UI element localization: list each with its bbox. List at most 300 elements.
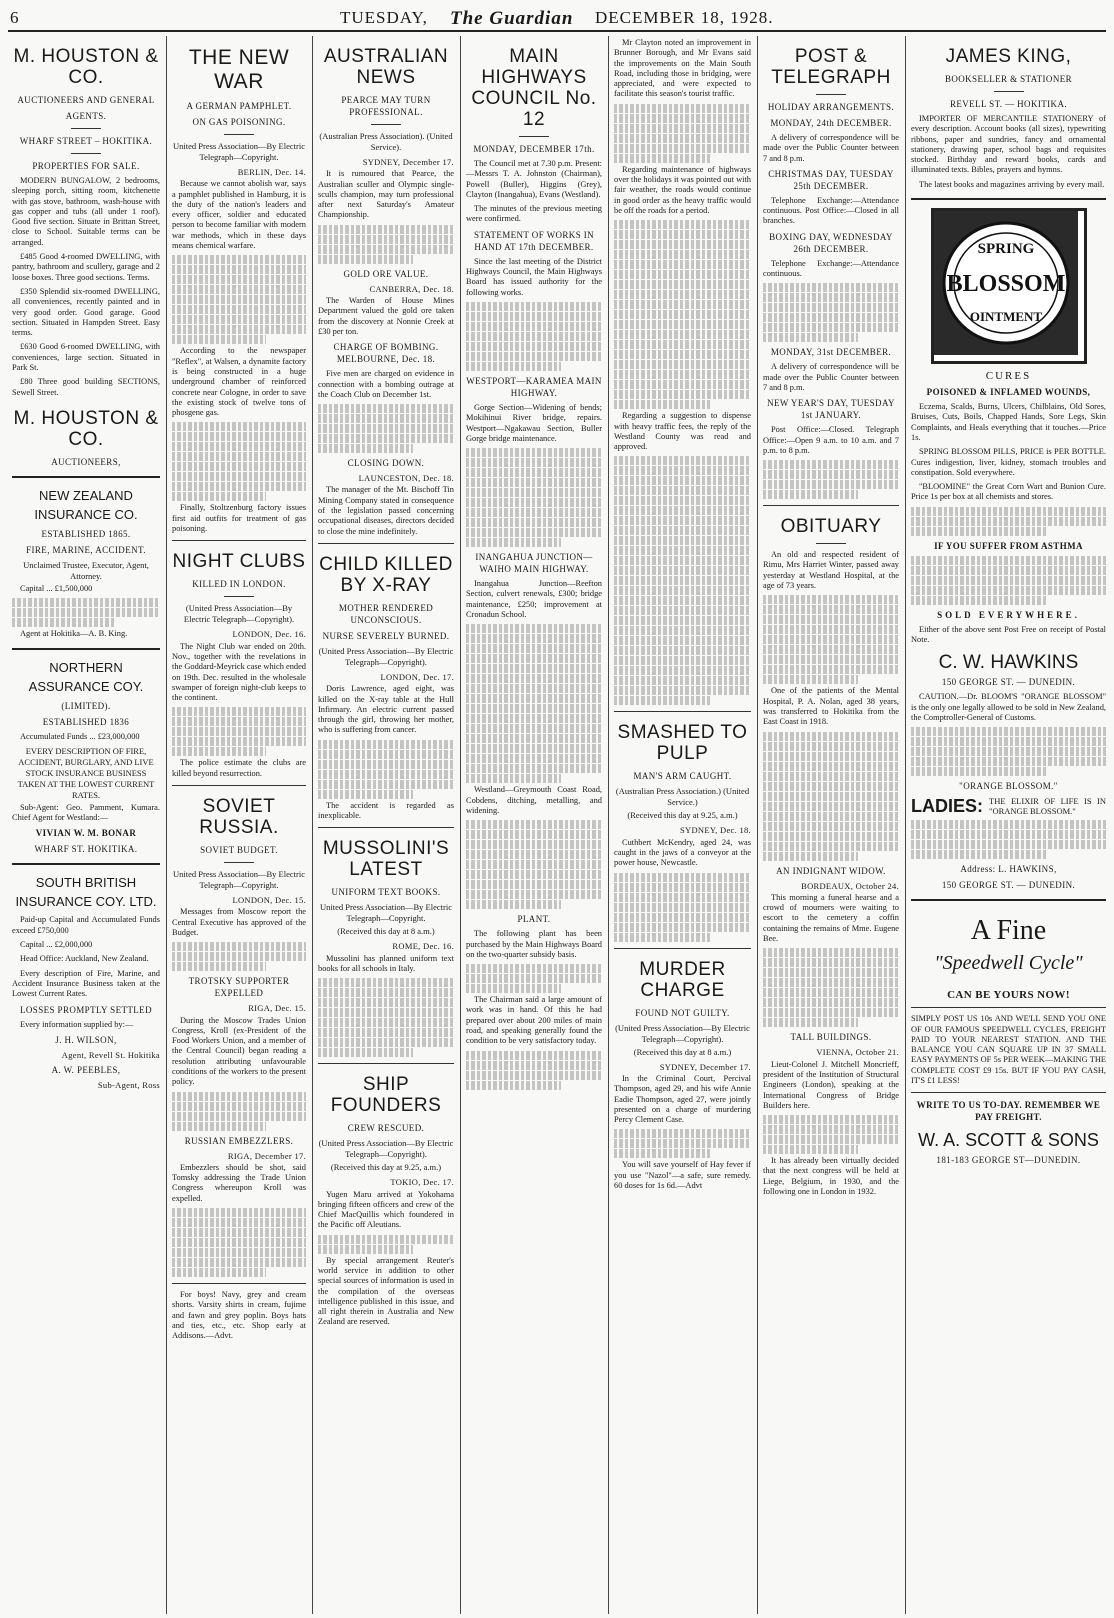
illegible-print bbox=[318, 770, 454, 779]
column-rule bbox=[757, 36, 758, 1614]
subhead: CREW RESCUED. bbox=[347, 1123, 425, 1134]
illegible-print bbox=[466, 654, 602, 663]
illegible-print bbox=[466, 528, 602, 537]
wire-credit: (Australian Press Association). (United Service). bbox=[319, 131, 453, 152]
illegible-print bbox=[911, 507, 1106, 516]
illegible-print bbox=[763, 283, 899, 292]
illegible-print bbox=[614, 114, 751, 123]
illegible-print bbox=[614, 1149, 710, 1158]
illegible-print bbox=[318, 998, 454, 1007]
illegible-print bbox=[466, 764, 602, 773]
illegible-print bbox=[614, 923, 751, 932]
illegible-print bbox=[466, 674, 602, 683]
column-rule bbox=[166, 36, 167, 1614]
page-number: 6 bbox=[10, 8, 20, 27]
illegible-print bbox=[911, 596, 1048, 605]
agent-name: VIVIAN W. M. BONAR bbox=[35, 828, 137, 839]
illegible-print bbox=[911, 757, 1106, 766]
article-text: Messages from Moscow report the Central Executive has approved of the Budget. bbox=[172, 907, 306, 937]
illegible-print bbox=[763, 655, 899, 664]
headline-hawkins: C. W. HAWKINS bbox=[938, 652, 1079, 674]
rule bbox=[12, 863, 160, 865]
ad-text: SPRING BLOSSOM PILLS, PRICE is PER BOTTLE. Cures indigestion, liver, kidney, stomach troubles and constipation. Sold everywhere. bbox=[911, 447, 1106, 477]
illegible-print bbox=[614, 390, 751, 399]
ad-text: Accumulated Funds ... £23,000,000 bbox=[20, 731, 140, 741]
subhead: "ORANGE BLOSSOM." bbox=[959, 781, 1058, 792]
illegible-print bbox=[911, 576, 1106, 585]
subhead: PROPERTIES FOR SALE. bbox=[32, 161, 140, 171]
illegible-print bbox=[614, 506, 751, 515]
illegible-print bbox=[763, 1135, 899, 1144]
subhead: MAN'S ARM CAUGHT. bbox=[633, 771, 732, 782]
illegible-print bbox=[466, 684, 602, 693]
ladies-line bbox=[911, 796, 1106, 816]
illegible-print bbox=[763, 595, 899, 604]
subhead: GOLD ORE VALUE. bbox=[343, 268, 429, 279]
illegible-print bbox=[466, 362, 561, 371]
illegible-print bbox=[172, 1092, 306, 1101]
subhead: SOVIET BUDGET. bbox=[200, 845, 278, 856]
headline-south-british: SOUTH BRITISH INSURANCE COY. LTD. bbox=[15, 875, 157, 910]
illegible-print bbox=[318, 1235, 454, 1244]
illegible-print bbox=[763, 832, 899, 841]
illegible-print bbox=[318, 760, 454, 769]
dateline: LONDON, Dec. 17. bbox=[380, 671, 454, 682]
illegible-print bbox=[614, 526, 751, 535]
dateline: RIGA, Dec. 15. bbox=[248, 1003, 306, 1014]
illegible-print bbox=[763, 313, 899, 322]
subhead: CHRISTMAS DAY, TUESDAY 25th DECEMBER. bbox=[768, 168, 894, 191]
illegible-print bbox=[614, 686, 751, 695]
wire-credit: (Australian Press Association.) (United Service.) bbox=[615, 786, 750, 808]
illegible-print bbox=[763, 293, 899, 302]
illegible-print bbox=[466, 458, 602, 467]
subhead: (LIMITED). bbox=[61, 700, 111, 711]
illegible-print bbox=[614, 606, 751, 615]
notice-text: A delivery of correspondence will be made over the Public Counter between 7 and 8 p.m. bbox=[763, 362, 899, 392]
subhead: CAN BE YOURS NOW! bbox=[947, 989, 1070, 1002]
illegible-print bbox=[318, 740, 454, 749]
illegible-print bbox=[172, 737, 306, 746]
illegible-print bbox=[763, 470, 899, 479]
subhead: NURSE SEVERELY BURNED. bbox=[322, 630, 450, 641]
illegible-print bbox=[318, 225, 454, 234]
dateline: RIGA, December 17. bbox=[227, 1150, 306, 1161]
ad-text: Unclaimed Trustee, Executor, Agent, Attorney. bbox=[23, 559, 149, 581]
masthead-paper-name: The Guardian bbox=[450, 8, 574, 29]
illegible-print bbox=[763, 752, 899, 761]
illegible-print bbox=[172, 422, 306, 431]
rule bbox=[318, 543, 454, 544]
dateline: BORDEAUX, October 24. bbox=[801, 880, 899, 891]
illegible-print bbox=[466, 488, 602, 497]
subhead: AUCTIONEERS, bbox=[51, 456, 121, 467]
subhead: POISONED & INFLAMED WOUNDS, bbox=[926, 387, 1091, 398]
illegible-print bbox=[466, 754, 602, 763]
illegible-print bbox=[911, 737, 1106, 746]
illegible-print bbox=[318, 1048, 413, 1057]
illegible-print bbox=[614, 220, 751, 229]
illegible-print bbox=[466, 880, 602, 889]
illegible-print bbox=[466, 1051, 602, 1060]
illegible-print bbox=[466, 448, 602, 457]
article-text: The manager of the Mt. Bischoff Tin Mining Company stated in consequence of the legislation passed concerning occupational diseases, directors decided to close the mine indefinitely. bbox=[318, 485, 454, 536]
illegible-print bbox=[466, 744, 602, 753]
ad-text: Capital ... £1,500,000 bbox=[20, 583, 93, 593]
illegible-print bbox=[172, 315, 306, 324]
article-text: Embezzlers should be shot, said Tomsky addressing the Trade Union Congress whereupon Kroll was expelled. bbox=[172, 1162, 306, 1203]
illegible-print bbox=[614, 696, 710, 705]
ad-text: Agent, Revell St. Hokitika bbox=[61, 1049, 160, 1060]
illegible-print bbox=[172, 962, 266, 971]
illegible-print bbox=[763, 1115, 899, 1124]
logo-text-top: SPRING bbox=[977, 241, 1034, 258]
subhead: LOSSES PROMPTLY SETTLED bbox=[20, 1004, 152, 1015]
rule bbox=[614, 948, 751, 949]
illegible-print bbox=[911, 767, 1048, 776]
rule bbox=[172, 785, 306, 786]
dateline: LONDON, Dec. 16. bbox=[232, 629, 306, 640]
illegible-print bbox=[172, 452, 306, 461]
article-text: One of the patients of the Mental Hospital, P. A. Nolan, aged 38 years, was transferred to Hokitika from the East Coast in 1918. bbox=[763, 686, 899, 727]
illegible-print bbox=[614, 676, 751, 685]
advertisement-text: For boys! Navy, grey and cream shorts. Varsity shirts in cream, fujime and fawn and grey poplin. Boys hats and ties, etc., etc. Shop early at Addisons.—Advt. bbox=[172, 1290, 306, 1341]
illegible-print bbox=[172, 1208, 306, 1217]
illegible-print bbox=[614, 646, 751, 655]
illegible-print bbox=[318, 245, 454, 254]
subhead: MONDAY, DECEMBER 17th. bbox=[473, 144, 595, 154]
subhead: ESTABLISHED 1836 bbox=[42, 716, 130, 727]
subhead: TROTSKY SUPPORTER EXPELLED bbox=[188, 976, 290, 999]
illegible-print bbox=[466, 850, 602, 859]
column-rule bbox=[312, 36, 313, 1614]
article-text: The minutes of the previous meeting were confirmed. bbox=[466, 204, 602, 224]
rule bbox=[224, 134, 254, 135]
illegible-print bbox=[172, 472, 306, 481]
illegible-print bbox=[318, 750, 454, 759]
illegible-print bbox=[614, 903, 751, 912]
illegible-print bbox=[318, 434, 454, 443]
illegible-print bbox=[466, 820, 602, 829]
illegible-print bbox=[318, 780, 454, 789]
subhead: FIRE, MARINE, ACCIDENT. bbox=[26, 544, 146, 555]
ad-text: The latest books and magazines arriving by every mail. bbox=[919, 179, 1105, 189]
illegible-print bbox=[172, 325, 306, 334]
article-text: Regarding maintenance of highways over the holidays it was pointed out with fair weather, the roads would continue in good order as the heavy traffic would be off the roads for a period. bbox=[614, 164, 751, 215]
illegible-print bbox=[614, 124, 751, 133]
illegible-print bbox=[614, 933, 710, 942]
illegible-print bbox=[614, 240, 751, 249]
column-5 bbox=[614, 36, 751, 1614]
article-text: It has already been virtually decided that the next congress will be held at Liege, Belgium, in 1930, and the following one in London in 1932. bbox=[763, 1156, 899, 1196]
illegible-print bbox=[614, 144, 751, 153]
subhead: KILLED IN LONDON. bbox=[192, 579, 286, 590]
illegible-print bbox=[318, 255, 413, 264]
headline-soviet-russia: SOVIET RUSSIA. bbox=[199, 796, 279, 839]
illegible-print bbox=[172, 1102, 306, 1111]
rule bbox=[172, 540, 306, 541]
illegible-print bbox=[172, 747, 266, 756]
illegible-print bbox=[466, 634, 602, 643]
logo-text-mid: BLOSSOM bbox=[946, 271, 1065, 298]
headline-murder-charge: MURDER CHARGE bbox=[639, 958, 726, 1001]
subhead: IF YOU SUFFER FROM ASTHMA bbox=[934, 540, 1083, 551]
subhead: WHARF STREET – HOKITIKA. bbox=[19, 136, 153, 146]
rule bbox=[71, 153, 101, 154]
illegible-print bbox=[466, 870, 602, 879]
subhead: A GERMAN PAMPHLET. bbox=[186, 101, 292, 111]
logo-text-bottom: OINTMENT bbox=[969, 309, 1042, 325]
column-7 bbox=[911, 36, 1106, 1614]
illegible-print bbox=[172, 1228, 306, 1237]
illegible-print bbox=[172, 727, 306, 736]
illegible-print bbox=[172, 1268, 266, 1277]
rule bbox=[911, 1007, 1106, 1008]
article-text: In the Criminal Court, Percival Thompson, aged 29, and his wife Annie Eadie Thompson, aged 27, were jointly presented on a charge of murdering Percy Clement Case. bbox=[614, 1073, 751, 1125]
notice-text: A delivery of correspondence will be made over the Public Counter between 7 and 8 p.m. bbox=[763, 133, 899, 163]
illegible-print bbox=[466, 302, 602, 311]
illegible-print bbox=[466, 538, 561, 547]
advertisement-text: You will save yourself of Hay fever if you use "Nazol"—a safe, sure remedy. 60 doses for 1s 6d.—Advt bbox=[614, 1160, 751, 1191]
illegible-print bbox=[466, 1081, 561, 1090]
rule bbox=[224, 862, 254, 863]
illegible-print bbox=[466, 332, 602, 341]
illegible-print bbox=[614, 380, 751, 389]
article-text: Five men are charged on evidence in connection with a bombing outrage at the Coach Club on December 1st. bbox=[318, 369, 454, 399]
illegible-print bbox=[763, 742, 899, 751]
illegible-print bbox=[466, 734, 602, 743]
illegible-print bbox=[466, 342, 602, 351]
illegible-print bbox=[763, 772, 899, 781]
rule bbox=[318, 1063, 454, 1064]
wire-credit: United Press Association—By Electric Telegraph—Copyright. bbox=[320, 902, 452, 924]
illegible-print bbox=[614, 636, 751, 645]
illegible-print bbox=[318, 1245, 413, 1254]
illegible-print bbox=[911, 586, 1106, 595]
illegible-print bbox=[172, 1218, 306, 1227]
illegible-print bbox=[172, 717, 306, 726]
illegible-print bbox=[911, 566, 1106, 575]
headline-smashed-to-pulp: SMASHED TO PULP bbox=[617, 722, 748, 765]
article-text: Lieut-Colonel J. Mitchell Moncrieff, president of the Institution of Structural Engineers (London), speaking at the International Congress of Bridge Builders here. bbox=[763, 1059, 899, 1110]
illegible-print bbox=[614, 516, 751, 525]
subhead: CLOSING DOWN. bbox=[347, 458, 425, 469]
rule bbox=[519, 136, 549, 137]
article-text: Westland—Greymouth Coast Road, Cobdens, ditching, metalling, and widening. bbox=[466, 785, 602, 815]
illegible-print bbox=[763, 460, 899, 469]
dateline: SYDNEY, December 17. bbox=[362, 157, 454, 167]
illegible-print bbox=[614, 360, 751, 369]
illegible-print bbox=[763, 1018, 858, 1027]
headline-scott-sons: W. A. SCOTT & SONS bbox=[918, 1130, 1099, 1151]
article-text: The following plant has been purchased by the Main Highways Board on the two-quarter subsidy basis. bbox=[466, 929, 602, 959]
illegible-print bbox=[614, 280, 751, 289]
column-3 bbox=[318, 36, 454, 1614]
subhead: WHARF ST. HOKITIKA. bbox=[34, 844, 138, 855]
illegible-print bbox=[466, 694, 602, 703]
ad-text: Head Office: Auckland, New Zealand. bbox=[20, 954, 149, 964]
illegible-print bbox=[614, 154, 710, 163]
wire-credit: (United Press Association—By Electric Telegraph—Copyright). bbox=[318, 1138, 454, 1160]
headline-new-war: THE NEW WAR bbox=[188, 46, 290, 93]
illegible-print bbox=[763, 665, 899, 674]
wire-credit: (United Press Association—By Electric Telegraph—Copyright). bbox=[615, 1022, 750, 1044]
article-text: Because we cannot abolish war, says a pamphlet published in Hamburg, it is the duty of the nation's leaders and every officer, soldier and educated person to become familiar with modern war methods, which in these days means chemical warfare. bbox=[172, 179, 306, 251]
headline-main-highways: MAIN HIGHWAYS COUNCIL No. 12 bbox=[471, 46, 597, 130]
rule bbox=[318, 827, 454, 828]
illegible-print bbox=[172, 295, 306, 304]
illegible-print bbox=[614, 290, 751, 299]
article-text: This morning a funeral hearse and a crowd of mourners were waiting to escort to the cemetery a coffin containing the remains of Mme. Eugene Bee. bbox=[763, 892, 899, 944]
ad-text: £80 Three good building SECTIONS, Sewell Street. bbox=[12, 377, 160, 397]
ladies-tagline: THE ELIXIR OF LIFE IS IN "ORANGE BLOSSOM." bbox=[989, 796, 1106, 817]
column-rule bbox=[460, 36, 461, 1614]
illegible-print bbox=[763, 615, 899, 624]
dateline: ROME, Dec. 16. bbox=[392, 941, 454, 952]
illegible-print bbox=[172, 462, 306, 471]
ad-text: Sub-Agent, Ross bbox=[97, 1080, 160, 1091]
dateline: TOKIO, Dec. 17. bbox=[390, 1177, 454, 1188]
article-text: Doris Lawrence, aged eight, was killed on the X-ray table at the Hull Infirmary. An electric current passed through the girl, throwing her mother, who is suffering from cancer. bbox=[318, 684, 454, 735]
illegible-print bbox=[614, 883, 751, 892]
illegible-print bbox=[466, 508, 602, 517]
illegible-print bbox=[911, 556, 1106, 565]
ad-text: £630 Good 6-roomed DWELLING, with conveniences, large section. Situated in Park St. bbox=[12, 342, 160, 373]
illegible-print bbox=[172, 1238, 306, 1247]
illegible-print bbox=[763, 812, 899, 821]
dateline: SYDNEY, Dec. 18. bbox=[680, 825, 751, 836]
headline-night-clubs: NIGHT CLUBS bbox=[172, 551, 306, 573]
subhead: AUCTIONEERS AND GENERAL bbox=[17, 95, 155, 105]
illegible-print bbox=[763, 480, 899, 489]
wire-credit: United Press Association—By Electric Telegraph—Copyright. bbox=[173, 141, 305, 162]
illegible-print bbox=[466, 322, 602, 331]
illegible-print bbox=[466, 704, 602, 713]
rule bbox=[614, 711, 751, 712]
article-text: It is rumoured that Pearce, the Australian sculler and Olympic single-sculls champion, may turn professional after next Saturday's Amateur Championship. bbox=[318, 169, 454, 220]
illegible-print bbox=[318, 1038, 454, 1047]
column-6 bbox=[763, 36, 899, 1614]
rule bbox=[12, 476, 160, 478]
illegible-print bbox=[614, 873, 751, 882]
subhead: CURES bbox=[985, 370, 1032, 383]
illegible-print bbox=[172, 305, 306, 314]
ad-text: IMPORTER OF MERCANTILE STATIONERY of every description. Account books (all sizes), typewriting ribbons, paper and sundries, fancy and ornamental stationery, drawing paper, school bags and requisites stocked. Birthday and reward books, cards and illuminated texts. Bibles, prayers and hymns. bbox=[911, 114, 1106, 175]
illegible-print bbox=[466, 664, 602, 673]
illegible-print bbox=[614, 330, 751, 339]
ad-text: Eczema, Scalds, Burns, Ulcers, Chilblains, Old Sores, Bruises, Cuts, Boils, Chapped Hands, Sore Legs, Skin Complaints, and Heals everything that it touches.—Price 1s. bbox=[911, 402, 1106, 442]
illegible-print bbox=[763, 675, 858, 684]
illegible-print bbox=[172, 1248, 306, 1257]
illegible-print bbox=[763, 1125, 899, 1134]
illegible-print bbox=[911, 517, 1106, 526]
subhead: HOLIDAY ARRANGEMENTS. bbox=[767, 102, 895, 112]
headline-speedwell: "Speedwell Cycle" bbox=[934, 952, 1083, 975]
illegible-print bbox=[172, 1122, 266, 1131]
illegible-print bbox=[172, 432, 306, 441]
illegible-print bbox=[763, 732, 899, 741]
rule bbox=[994, 91, 1024, 92]
illegible-print bbox=[614, 400, 710, 409]
illegible-print bbox=[466, 1061, 602, 1070]
illegible-print bbox=[911, 727, 1106, 736]
subhead: TALL BUILDINGS. bbox=[790, 1032, 872, 1043]
illegible-print bbox=[318, 1008, 454, 1017]
illegible-print bbox=[172, 1258, 306, 1267]
illegible-print bbox=[318, 1028, 454, 1037]
wire-credit: United Press Association—By Electric Telegraph—Copyright. bbox=[173, 869, 305, 891]
agent-name: A. W. PEEBLES, bbox=[51, 1065, 121, 1076]
illegible-print bbox=[466, 352, 602, 361]
article-text: Finally, Stoltzenburg factory issues first aid outfits for treatment of gas poisoning. bbox=[172, 503, 306, 534]
illegible-print bbox=[466, 714, 602, 723]
ad-text: SIMPLY POST US 10s AND WE'LL SEND YOU ONE OF OUR FAMOUS SPEEDWELL CYCLES, FREIGHT PAID TO YOUR NEAREST STATION. AND THE BALANCE YOU CAN SQUARE UP IN 37 SMALL EASY PAYMENTS OF 5s PER WEEK—MAKING THE COMPLETE COST £9 15s. BUT IF YOU PAY CASH, IT'S £1 LESS! bbox=[911, 1014, 1106, 1086]
subhead: BOOKSELLER & STATIONER bbox=[944, 74, 1073, 84]
subhead: FOUND NOT GUILTY. bbox=[635, 1007, 730, 1018]
subhead: 150 GEORGE ST. — DUNEDIN. bbox=[941, 880, 1076, 891]
illegible-print bbox=[763, 635, 899, 644]
illegible-print bbox=[318, 424, 454, 433]
illegible-print bbox=[318, 444, 413, 453]
rule bbox=[371, 124, 401, 125]
illegible-print bbox=[318, 404, 454, 413]
ad-text: MODERN BUNGALOW, 2 bedrooms, sleeping porch, sitting room, kitchenette with gas stove, bathroom, wash-house with gas copper and tubs (all under 1 roof). Good five section. Situate in Brittan Street, close to School. Suitable terms can be arranged. bbox=[12, 176, 160, 247]
illegible-print bbox=[614, 476, 751, 485]
illegible-print bbox=[614, 566, 751, 575]
illegible-print bbox=[911, 830, 1106, 839]
dateline: SYDNEY, December 17. bbox=[659, 1061, 751, 1072]
illegible-print bbox=[466, 830, 602, 839]
spring-blossom-logo bbox=[931, 208, 1087, 364]
subhead: MONDAY, 31st DECEMBER. bbox=[770, 347, 892, 358]
illegible-print bbox=[172, 482, 306, 491]
illegible-print bbox=[614, 350, 751, 359]
illegible-print bbox=[172, 335, 266, 344]
illegible-print bbox=[763, 762, 899, 771]
dateline: VIENNA, October 21. bbox=[816, 1047, 899, 1058]
illegible-print bbox=[318, 1018, 454, 1027]
illegible-print bbox=[12, 598, 160, 607]
article-text: Inangahua Junction—Reefton Section, culvert renewals, £300; bridge maintenance, £250; improvement at Cronadun School. bbox=[466, 579, 602, 620]
illegible-print bbox=[466, 478, 602, 487]
illegible-print bbox=[763, 822, 899, 831]
illegible-print bbox=[614, 576, 751, 585]
illegible-print bbox=[614, 300, 751, 309]
column-rule bbox=[905, 36, 906, 1614]
article-text: During the Moscow Trades Union Congress, Kroll (ex-President of the Food Workers Union, and a member of the Central Council) began reading a resolution attributing unfavourable conditions of the workers to the present policy. bbox=[172, 1015, 306, 1087]
illegible-print bbox=[318, 414, 454, 423]
illegible-print bbox=[614, 466, 751, 475]
subhead: Address: L. HAWKINS, bbox=[960, 864, 1057, 875]
illegible-print bbox=[318, 790, 413, 799]
illegible-print bbox=[466, 984, 561, 993]
illegible-print bbox=[466, 498, 602, 507]
notice-text: Post Office:—Closed. Telegraph Office:—Open 9 a.m. to 10 a.m. and 7 p.m. to 8 p.m. bbox=[763, 425, 899, 455]
article-text: Mr Clayton noted an improvement in Brunner Borough, and Mr Evans said the improvements on the Main South Road, including those in bridging, were appreciated, and were expected to facilitate this season's tourist traffic. bbox=[614, 38, 751, 99]
article-text: The Night Club war ended on 20th. Nov., together with the revelations in the Goddard-Meyrick case which ended on 19th. Dec. resulted in the wholesale swamper of foreign night-club keeps to the continent. bbox=[172, 641, 306, 703]
headline-post-telegraph: POST & TELEGRAPH bbox=[771, 46, 891, 88]
headline-houston-2: M. HOUSTON & CO. bbox=[13, 407, 159, 450]
illegible-print bbox=[614, 616, 751, 625]
ladies-label: LADIES: bbox=[911, 796, 983, 817]
received-note: (Received this day at 9.25, a.m.) bbox=[330, 1162, 442, 1173]
subhead: MOTHER RENDERED UNCONSCIOUS. bbox=[338, 602, 434, 625]
subhead: 150 GEORGE ST. — DUNEDIN. bbox=[941, 677, 1076, 688]
illegible-print bbox=[12, 608, 160, 617]
illegible-print bbox=[466, 1071, 602, 1080]
headline-child-killed: CHILD KILLED BY X-RAY bbox=[319, 553, 453, 596]
illegible-print bbox=[614, 310, 751, 319]
